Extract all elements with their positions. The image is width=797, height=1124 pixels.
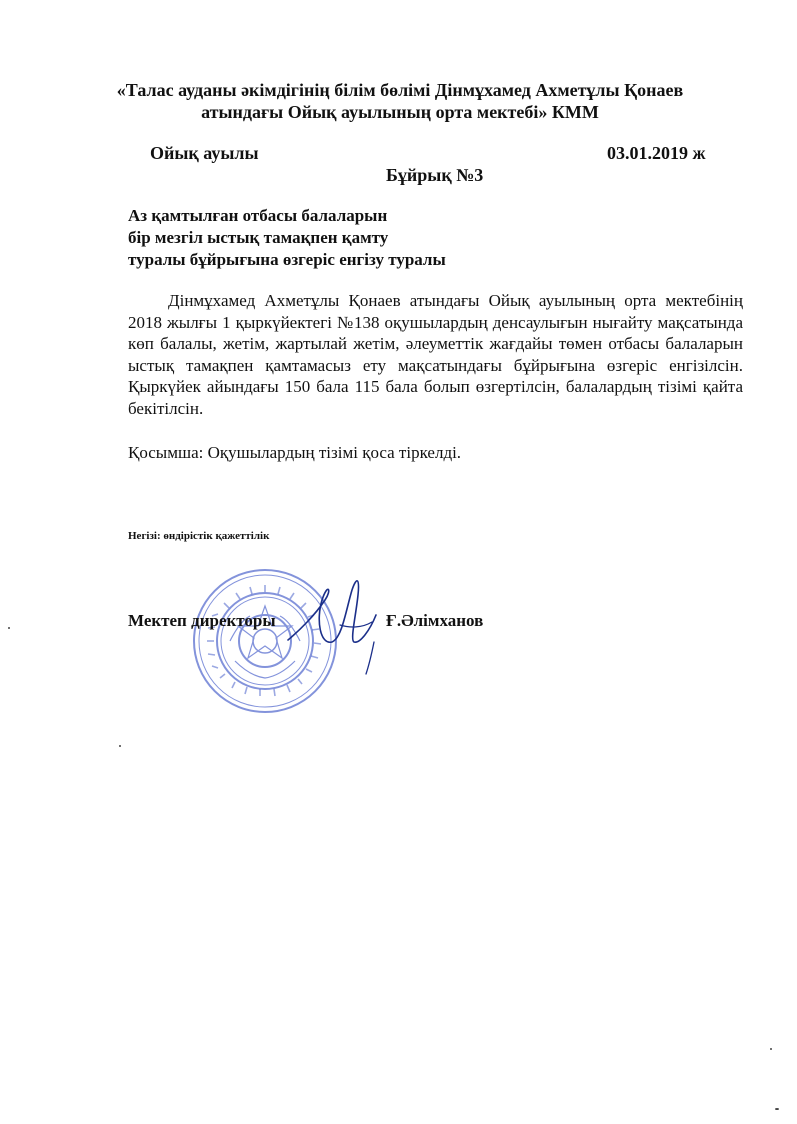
subject-line-2: бір мезгіл ыстық тамақпен қамту xyxy=(128,228,389,247)
basis-note: Негізі: өндірістік қажеттілік xyxy=(128,530,270,542)
organization-header xyxy=(60,79,740,123)
scan-speck xyxy=(775,1108,779,1110)
village-name: Ойық ауылы xyxy=(150,143,259,163)
signatory-name: Ғ.Әлімханов xyxy=(386,611,484,630)
order-subject xyxy=(128,205,446,271)
subject-line-3: туралы бұйрығына өзгеріс енгізу туралы xyxy=(128,250,446,269)
scan-speck xyxy=(119,745,121,747)
subject-line-1: Аз қамтылған отбасы балаларын xyxy=(128,206,388,225)
appendix-note: Қосымша: Оқушылардың тізімі қоса тіркелді. xyxy=(128,443,462,462)
director-signature xyxy=(280,570,390,680)
order-date: 03.01.2019 ж xyxy=(607,143,706,163)
scan-speck xyxy=(770,1048,772,1050)
signatory-title: Мектеп директоры xyxy=(128,611,276,630)
order-body-paragraph: Дінмұхамед Ахметұлы Қонаев атындағы Ойық ауылының орта мектебінің 2018 жылғы 1 қыркүйектегі №138 оқушылардың денсаулығын нығайту мақсатында көп балалы, жетім, жартылай жетім, әлеуметтік жағдайы төмен отбасы балаларын ыстық тамақпен қамтамасыз ету мақсатындағы бұйрығына өзгеріс енгізілсін. Қыркүйек айындағы 150 бала 115 бала болып өзгертілсін, балалардың тізімі қайта бекітілсін. xyxy=(128,291,743,418)
header-line-1: «Талас ауданы әкімдігінің білім бөлімі Дінмұхамед Ахметұлы Қонаев xyxy=(116,80,684,100)
scan-speck xyxy=(8,627,10,629)
order-number: Бұйрық №3 xyxy=(386,165,484,185)
header-line-2: атындағы Ойық ауылының орта мектебі» КММ xyxy=(201,102,599,122)
